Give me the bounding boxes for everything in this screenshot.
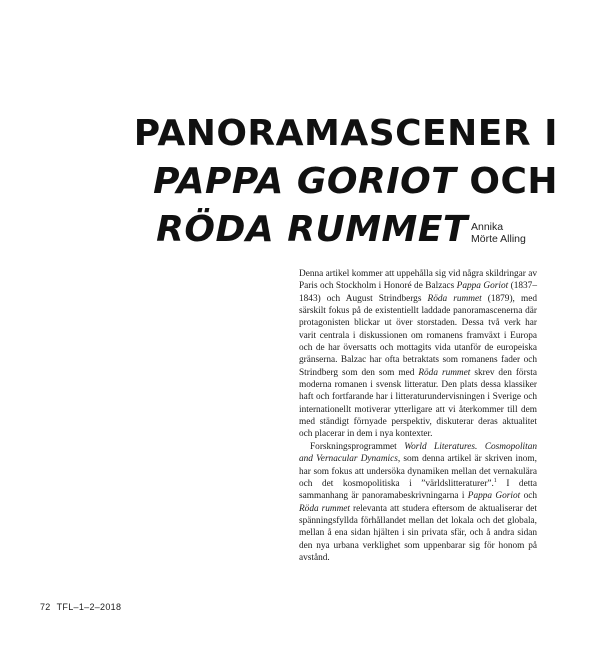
author-byline (471, 221, 526, 245)
italic-title-run: World Literatures. Cosmopolitan and Vernacular Dynamics (299, 441, 537, 465)
page-number: 72 (40, 602, 51, 612)
italic-title-run: Pappa Goriot (467, 491, 521, 502)
title-work-1: PAPPA GORIOT (153, 161, 457, 202)
title-work-2: RÖDA RUMMET (156, 209, 468, 250)
paragraph-1 (299, 268, 537, 441)
title-line-1: PANORAMASCENER I (133, 113, 558, 154)
italic-title-run: Röda rummet (418, 367, 471, 378)
text-run: Denna artikel kommer att uppehålla sig vid några skildringar av Paris och Stockholm i Honoré de Balzacs (299, 269, 537, 292)
title-conjunction: OCH (456, 161, 558, 202)
text-run: (1837–1843) och August Strindbergs (299, 281, 537, 304)
text-run: I detta sammanhang är panoramabeskrivningarna i (299, 478, 537, 502)
paragraph-2 (299, 441, 537, 564)
text-run: skrev den första moderna romanen i svensk litteratur. Den plats dessa klassiker haft och fortfarande har i litteraturundervisningen i Sverige och internationellt motiverar ytterligare att vi återkommer till dem med ständigt förnyade perspektiv, diskuterar deras aktualitet och placerar in dem i nya kontexter. (299, 367, 537, 440)
text-run: och (520, 491, 537, 502)
footnote-ref: 1 (493, 477, 497, 484)
page-footer (40, 602, 121, 612)
text-run: relevanta att studera eftersom de aktualiserar det spänningsfyllda förhållandet mellan det lokala och det globala, mellan å ena sidan hjälten i sin privata sfär, och å andra sidan den nya urbana verklighet som uppenbarar sig för honom på avstånd. (299, 503, 537, 563)
author-last-name: Mörte Alling (471, 233, 526, 245)
article-body (299, 268, 537, 564)
italic-title-run: Röda rummet (299, 503, 350, 514)
text-run: Forskningsprogrammet (310, 441, 405, 452)
text-run: , som denna artikel är skriven inom, har som fokus att undersöka dynamiken mellan det vernakulära och det kosmopolitiska i ”världslitteraturer”. (299, 454, 537, 489)
italic-title-run: Pappa Goriot (456, 281, 509, 292)
text-run: (1879), med särskilt fokus på de existentiellt laddade panoramascenerna där protagonisten blickar ut över storstaden. Dessa två verk har varit centrala i diskussionen om romanens framväxt i Europa och de har översatts och mottagits vida utanför de europeiska gränserna. Balzac har ofta betraktats som romanens fader och Strindberg som den som med (299, 293, 537, 378)
title-line-2 (134, 158, 558, 206)
italic-title-run: Röda rummet (427, 293, 482, 304)
journal-issue: TFL–1–2–2018 (56, 602, 122, 612)
author-first-name: Annika (471, 221, 504, 233)
